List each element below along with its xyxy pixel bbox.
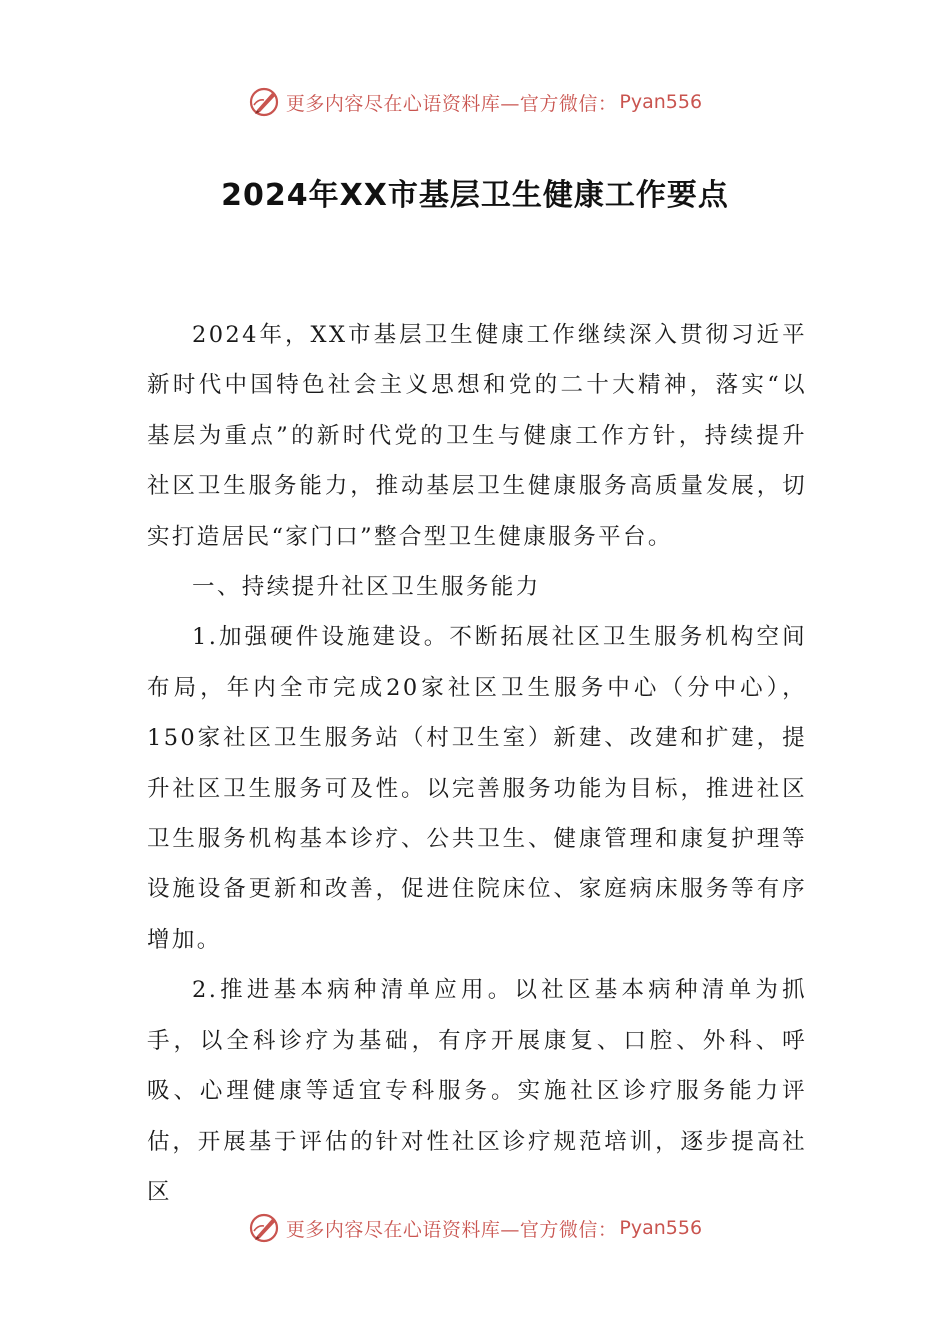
watermark-text: 更多内容尽在心语资料库—官方微信： (285, 92, 618, 115)
item-2-paragraph: 2.推进基本病种清单应用。以社区基本病种清单为抓手，以全科诊疗为基础，有序开展康复、口腔、外科、呼吸、心理健康等适宜专科服务。实施社区诊疗服务能力评估，开展基于评估的针对性社区诊疗规范培训，逐步提高社区 (147, 977, 807, 1205)
pen-logo-icon (248, 1211, 282, 1245)
section-heading: 一、持续提升社区卫生服务能力 (192, 574, 541, 601)
document-body (147, 310, 807, 1217)
item-1-paragraph: 1.加强硬件设施建设。不断拓展社区卫生服务机构空间布局，年内全市完成20家社区卫生服务中心（分中心），150家社区卫生服务站（村卫生室）新建、改建和扩建，提升社区卫生服务可及性。以完善服务功能为目标，推进社区卫生服务机构基本诊疗、公共卫生、健康管理和康复护理等设施设备更新和改善，促进住院床位、家庭病床服务等有序增加。 (147, 624, 807, 953)
document-title: 2024年XX市基层卫生健康工作要点 (221, 178, 729, 213)
watermark-wechat-id: Pyan556 (619, 91, 703, 113)
footer-watermark (0, 1206, 950, 1250)
header-watermark (0, 80, 950, 124)
pen-logo-icon (248, 85, 282, 119)
watermark-wechat-id: Pyan556 (619, 1217, 703, 1239)
intro-paragraph: 2024年，XX市基层卫生健康工作继续深入贯彻习近平新时代中国特色社会主义思想和党的二十大精神，落实“以基层为重点”的新时代党的卫生与健康工作方针，持续提升社区卫生服务能力，推动基层卫生健康服务高质量发展，切实打造居民“家门口”整合型卫生健康服务平台。 (147, 322, 807, 550)
watermark-text: 更多内容尽在心语资料库—官方微信： (285, 1218, 618, 1241)
